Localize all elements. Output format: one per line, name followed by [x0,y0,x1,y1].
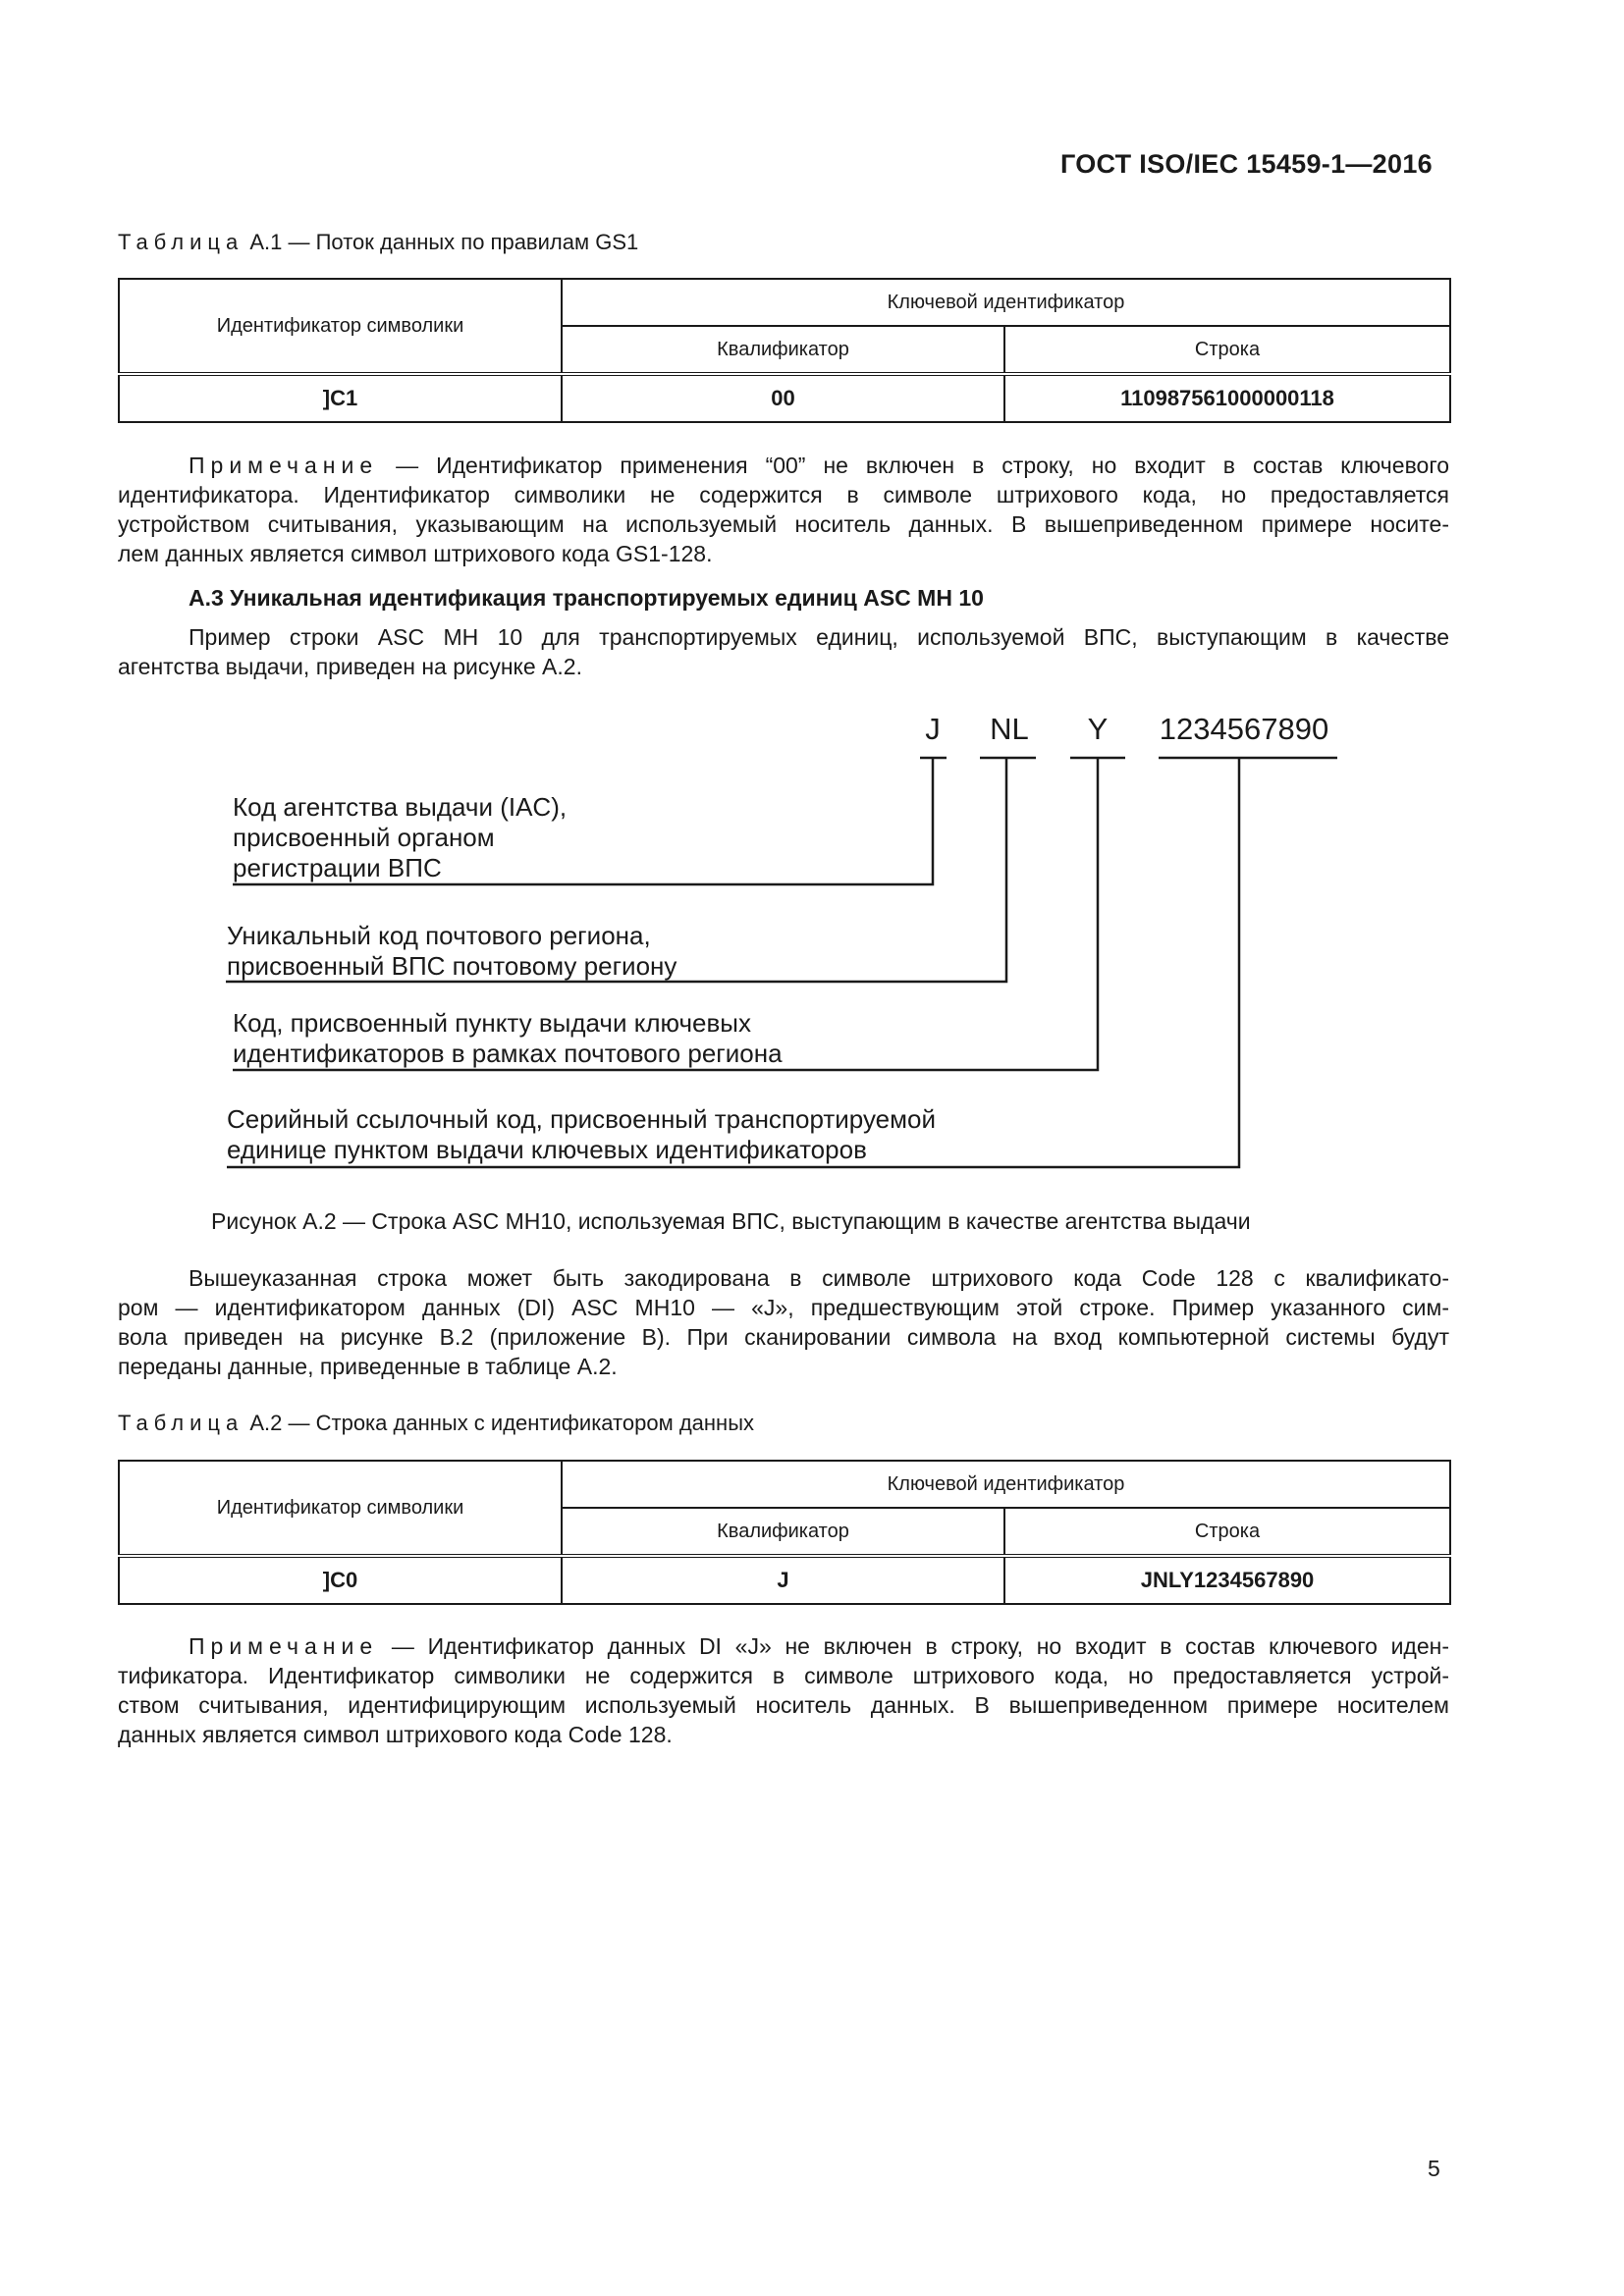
body-paragraph [118,1263,1449,1381]
figure-label-line: Код агентства выдачи (IAC), [233,792,568,822]
figure-segment-nl: NL [990,712,1029,746]
figure-label-line: присвоенный ВПС почтовому региону [227,951,677,981]
paragraph-line: переданы данные, приведенные в таблице А.2. [118,1354,618,1379]
paragraph-line: вола приведен на рисунке В.2 (приложение В). При сканировании символа на вход компьютерной системы будут [118,1324,1449,1350]
table-a1 [118,278,1451,423]
note-line: устройством считывания, указывающим на используемый носитель данных. В вышеприведенном примере носите- [118,511,1449,537]
figure-label-line: Уникальный код почтового региона, [227,921,651,950]
table-a1-header-string: Строка [1004,326,1450,374]
table-a1-header-symbology: Идентификатор символики [119,279,562,374]
table-a2-header-qualifier: Квалификатор [562,1508,1004,1556]
table-a1-caption-text: А.1 — Поток данных по правилам GS1 [244,230,639,254]
page-number: 5 [1428,2156,1440,2181]
table-a1-header-qualifier: Квалификатор [562,326,1004,374]
note-prefix: Примечание [189,453,379,478]
note-line: тификатора. Идентификатор символики не содержится в символе штрихового кода, но предоставляется устрой- [118,1663,1449,1688]
table-a1-caption-prefix: Таблица [118,230,244,254]
table-a2-caption-text: А.2 — Строка данных с идентификатором данных [244,1411,755,1435]
figure-label-line: регистрации ВПС [233,853,442,882]
table-a1-note [118,451,1449,568]
table-a2 [118,1460,1451,1605]
table-a2-header-key: Ключевой идентификатор [562,1461,1450,1508]
table-a2-header-symbology: Идентификатор символики [119,1461,562,1556]
note-line: идентификатора. Идентификатор символики не содержится в символе штрихового кода, но предоставляется [118,482,1449,507]
paragraph-line: агентства выдачи, приведен на рисунке А.2. [118,654,582,679]
table-row [119,374,1450,422]
paragraph-line: Пример строки ASC MH 10 для транспортируемых единиц, используемой ВПС, выступающим в качестве [189,624,1449,650]
table-a2-caption-prefix: Таблица [118,1411,244,1435]
figure-label-line: Серийный ссылочный код, присвоенный транспортируемой [227,1104,936,1134]
table-a1-header-key: Ключевой идентификатор [562,279,1450,326]
figure-label-line: идентификаторов в рамках почтового региона [233,1039,783,1068]
table-a2-header-string: Строка [1004,1508,1450,1556]
note-line: лем данных является символ штрихового кода GS1-128. [118,541,713,566]
table-a2-cell-qualifier: J [562,1556,1004,1604]
figure-segment-serial: 1234567890 [1159,712,1329,746]
figure-segment-y: Y [1087,712,1109,746]
note-line: данных является символ штрихового кода Code 128. [118,1722,673,1747]
note-prefix: Примечание [189,1633,379,1659]
figure-a2-caption: Рисунок А.2 — Строка ASC MH10, используемая ВПС, выступающим в качестве агентства выдачи [211,1208,1251,1234]
table-a1-cell-symbology: ]C1 [119,374,562,422]
table-a1-cell-string: 110987561000000118 [1004,374,1450,422]
table-a1-cell-qualifier: 00 [562,374,1004,422]
figure-segment-j: J [925,712,941,746]
table-a2-cell-symbology: ]C0 [119,1556,562,1604]
paragraph-line: Вышеуказанная строка может быть закодирована в символе штрихового кода Code 128 с квалификато- [189,1265,1449,1291]
table-a2-caption [118,1411,754,1436]
figure-label-line: единице пунктом выдачи ключевых идентификаторов [227,1135,867,1164]
paragraph-line: ром — идентификатором данных (DI) ASC MH10 — «J», предшествующим этой строке. Пример указанного сим- [118,1295,1449,1320]
section-a3-paragraph [118,622,1449,681]
figure-label-line: присвоенный органом [233,823,495,852]
section-a3-heading: А.3 Уникальная идентификация транспортируемых единиц ASC MH 10 [189,585,984,611]
table-row [119,1556,1450,1604]
note-line: ством считывания, идентифицирующим используемый носитель данных. В вышеприведенном примере носителем [118,1692,1449,1718]
table-a1-caption [118,230,638,255]
table-a2-note [118,1631,1449,1749]
note-line: Примечание — Идентификатор применения “00” не включен в строку, но входит в состав ключевого [189,453,1449,478]
document-header-title: ГОСТ ISO/IEC 15459-1—2016 [1060,149,1433,179]
figure-label-line: Код, присвоенный пункту выдачи ключевых [233,1008,751,1038]
figure-a2-diagram [0,687,1624,1237]
note-line: Примечание — Идентификатор данных DI «J» не включен в строку, но входит в состав ключевого иден- [189,1633,1449,1659]
table-a2-cell-string: JNLY1234567890 [1004,1556,1450,1604]
